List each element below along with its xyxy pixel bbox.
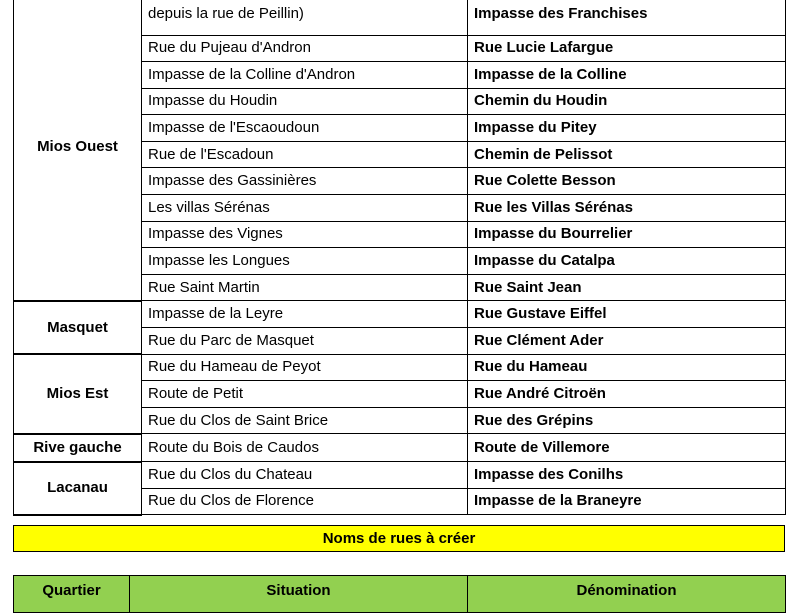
denomination-cell: Rue Colette Besson [468, 168, 786, 195]
denomination-cell: Impasse du Bourrelier [468, 221, 786, 248]
quartier-cell: Mios Est [14, 354, 142, 434]
situation-cell: Rue du Clos de Florence [142, 488, 468, 515]
quartier-cell: Lacanau [14, 462, 142, 515]
quartier-cell: Rive gauche [14, 434, 142, 462]
denomination-cell: Chemin de Pelissot [468, 141, 786, 168]
situation-cell: Rue du Hameau de Peyot [142, 354, 468, 381]
denomination-cell: Rue des Grépins [468, 407, 786, 434]
denomination-cell: Impasse de la Braneyre [468, 488, 786, 515]
quartier-cell: Mios Ouest [14, 0, 142, 301]
situation-cell: Impasse du Houdin [142, 88, 468, 115]
denomination-cell: Route de Villemore [468, 434, 786, 462]
streets-table [13, 0, 786, 516]
situation-cell: Rue de l'Escadoun [142, 141, 468, 168]
situation-cell: Rue du Pujeau d'Andron [142, 35, 468, 62]
denomination-cell: Rue les Villas Sérénas [468, 195, 786, 222]
situation-cell: Impasse de la Leyre [142, 301, 468, 328]
denomination-cell: Impasse des Conilhs [468, 462, 786, 489]
situation-cell: Impasse de l'Escaoudoun [142, 115, 468, 142]
situation-cell: Impasse les Longues [142, 248, 468, 275]
denomination-cell: Rue André Citroën [468, 381, 786, 408]
situation-cell: Rue du Parc de Masquet [142, 328, 468, 355]
header-denomination: Dénomination [468, 576, 786, 613]
denomination-cell: Rue Saint Jean [468, 274, 786, 301]
header-situation: Situation [130, 576, 468, 613]
new-streets-table [13, 575, 786, 613]
section-banner [13, 525, 785, 552]
denomination-cell: Rue du Hameau [468, 354, 786, 381]
situation-cell: Les villas Sérénas [142, 195, 468, 222]
header-quartier: Quartier [14, 576, 130, 613]
quartier-cell: Masquet [14, 301, 142, 354]
table-row [14, 301, 786, 328]
situation-cell: depuis la rue de Peillin) [142, 0, 468, 35]
new-streets-header-row [14, 576, 786, 613]
table-row [14, 434, 786, 462]
table-row [14, 354, 786, 381]
situation-cell: Route de Petit [142, 381, 468, 408]
denomination-cell: Rue Gustave Eiffel [468, 301, 786, 328]
situation-cell: Rue du Clos du Chateau [142, 462, 468, 489]
section-banner-title: Noms de rues à créer [322, 530, 476, 547]
denomination-cell: Chemin du Houdin [468, 88, 786, 115]
denomination-cell: Rue Clément Ader [468, 328, 786, 355]
denomination-cell: Impasse du Pitey [468, 115, 786, 142]
streets-table-body [14, 0, 786, 515]
situation-cell: Route du Bois de Caudos [142, 434, 468, 462]
situation-cell: Impasse de la Colline d'Andron [142, 62, 468, 89]
denomination-cell: Impasse du Catalpa [468, 248, 786, 275]
denomination-cell: Impasse de la Colline [468, 62, 786, 89]
denomination-cell: Rue Lucie Lafargue [468, 35, 786, 62]
situation-cell: Rue Saint Martin [142, 274, 468, 301]
situation-cell: Impasse des Vignes [142, 221, 468, 248]
situation-cell: Rue du Clos de Saint Brice [142, 407, 468, 434]
table-row [14, 0, 786, 35]
table-row [14, 462, 786, 489]
situation-cell: Impasse des Gassinières [142, 168, 468, 195]
denomination-cell: Impasse des Franchises [468, 0, 786, 35]
